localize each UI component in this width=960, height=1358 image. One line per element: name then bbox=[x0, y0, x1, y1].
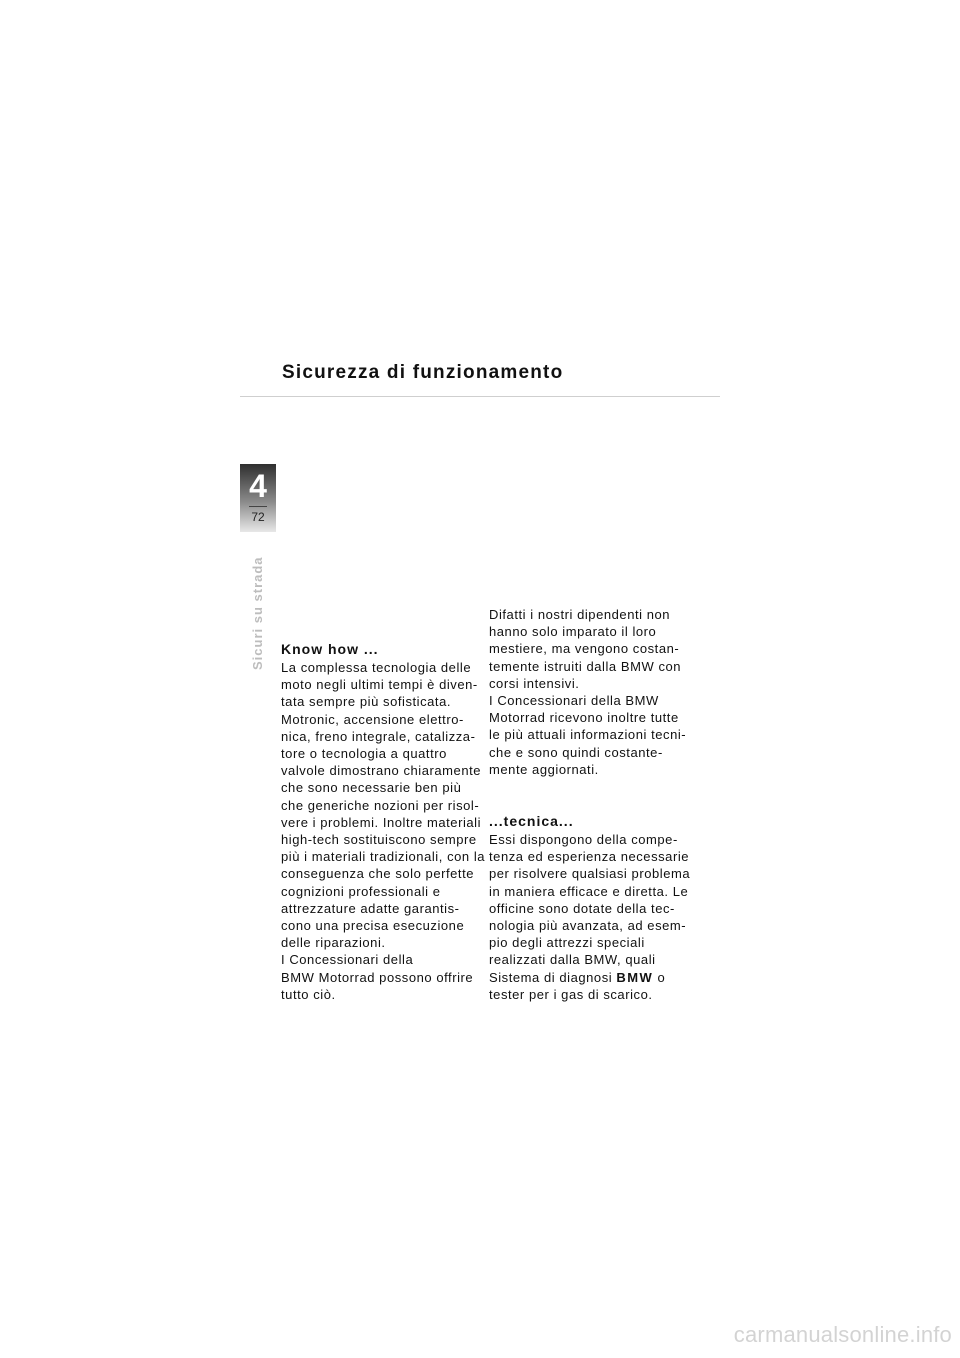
text-line: che sono necessarie ben più bbox=[281, 780, 462, 796]
text-line: realizzati dalla BMW, quali bbox=[489, 952, 656, 968]
text-line: in maniera efficace e diretta. Le bbox=[489, 883, 689, 899]
text-line: mente aggiornati. bbox=[489, 761, 599, 777]
text-line: high-tech sostituiscono sempre bbox=[281, 832, 477, 848]
text-line bbox=[489, 969, 699, 986]
paragraph-gap bbox=[489, 778, 699, 812]
right-body bbox=[489, 831, 699, 969]
text-line: moto negli ultimi tempi è diven- bbox=[281, 677, 478, 693]
text-line: mestiere, ma vengono costan- bbox=[489, 641, 680, 657]
right-intro-body bbox=[489, 606, 699, 778]
text-line: hanno solo imparato il loro bbox=[489, 624, 657, 640]
text-line: Essi dispongono della compe- bbox=[489, 832, 678, 848]
text-line: attrezzature adatte garantis- bbox=[281, 900, 460, 916]
left-column bbox=[281, 640, 491, 1003]
watermark-text: carmanualsonline.info bbox=[733, 1322, 952, 1347]
text-line: cognizioni professionali e bbox=[281, 883, 441, 899]
text-line: I Concessionari della BMW bbox=[489, 693, 659, 709]
text-line: officine sono dotate della tec- bbox=[489, 900, 675, 916]
text-line: per risolvere qualsiasi problema bbox=[489, 866, 691, 882]
text-line: tutto ciò. bbox=[281, 986, 336, 1002]
chapter-number: 4 bbox=[249, 468, 267, 504]
page-number: 72 bbox=[251, 510, 265, 524]
text-line: tore o tecnologia a quattro bbox=[281, 746, 447, 762]
text-fragment: o bbox=[653, 969, 666, 985]
text-line: che generiche nozioni per risol- bbox=[281, 797, 480, 813]
chapter-divider bbox=[249, 506, 267, 507]
text-line: temente istruiti dalla BMW con bbox=[489, 658, 682, 674]
text-line: Motorrad ricevono inoltre tutte bbox=[489, 710, 679, 726]
left-body bbox=[281, 659, 491, 1003]
text-line: Motronic, accensione elettro- bbox=[281, 711, 464, 727]
text-line: le più attuali informazioni tecni- bbox=[489, 727, 687, 743]
text-line: nologia più avanzata, ad esem- bbox=[489, 918, 687, 934]
brand-text: BMW bbox=[616, 969, 654, 985]
section-side-label: Sicuri su strada bbox=[250, 556, 265, 670]
text-line: tenza ed esperienza necessarie bbox=[489, 849, 690, 865]
text-fragment: Sistema di diagnosi bbox=[489, 969, 617, 985]
text-line: valvole dimostrano chiaramente bbox=[281, 763, 482, 779]
text-line: La complessa tecnologia delle bbox=[281, 660, 472, 675]
title-divider bbox=[240, 396, 720, 397]
right-column bbox=[489, 606, 699, 1003]
section-heading-know-how: Know how ... bbox=[281, 641, 379, 657]
text-line: Difatti i nostri dipendenti non bbox=[489, 607, 671, 622]
text-line: nica, freno integrale, catalizza- bbox=[281, 728, 476, 744]
text-line: cono una precisa esecuzione bbox=[281, 918, 465, 934]
text-line: tester per i gas di scarico. bbox=[489, 986, 653, 1002]
page-title: Sicurezza di funzionamento bbox=[282, 362, 564, 383]
text-line: conseguenza che solo perfette bbox=[281, 866, 475, 882]
text-line: che e sono quindi costante- bbox=[489, 744, 663, 760]
text-line: tata sempre più sofisticata. bbox=[281, 694, 452, 710]
text-line: pio degli attrezzi speciali bbox=[489, 935, 645, 951]
text-line: BMW Motorrad possono offrire bbox=[281, 969, 474, 985]
text-line: I Concessionari della bbox=[281, 952, 414, 968]
section-heading-tecnica: ...tecnica... bbox=[489, 813, 574, 830]
text-line: vere i problemi. Inoltre materiali bbox=[281, 814, 482, 830]
text-line: corsi intensivi. bbox=[489, 675, 580, 691]
text-line: delle riparazioni. bbox=[281, 935, 386, 951]
chapter-tab bbox=[240, 464, 276, 532]
text-line: più i materiali tradizionali, con la bbox=[281, 849, 486, 865]
